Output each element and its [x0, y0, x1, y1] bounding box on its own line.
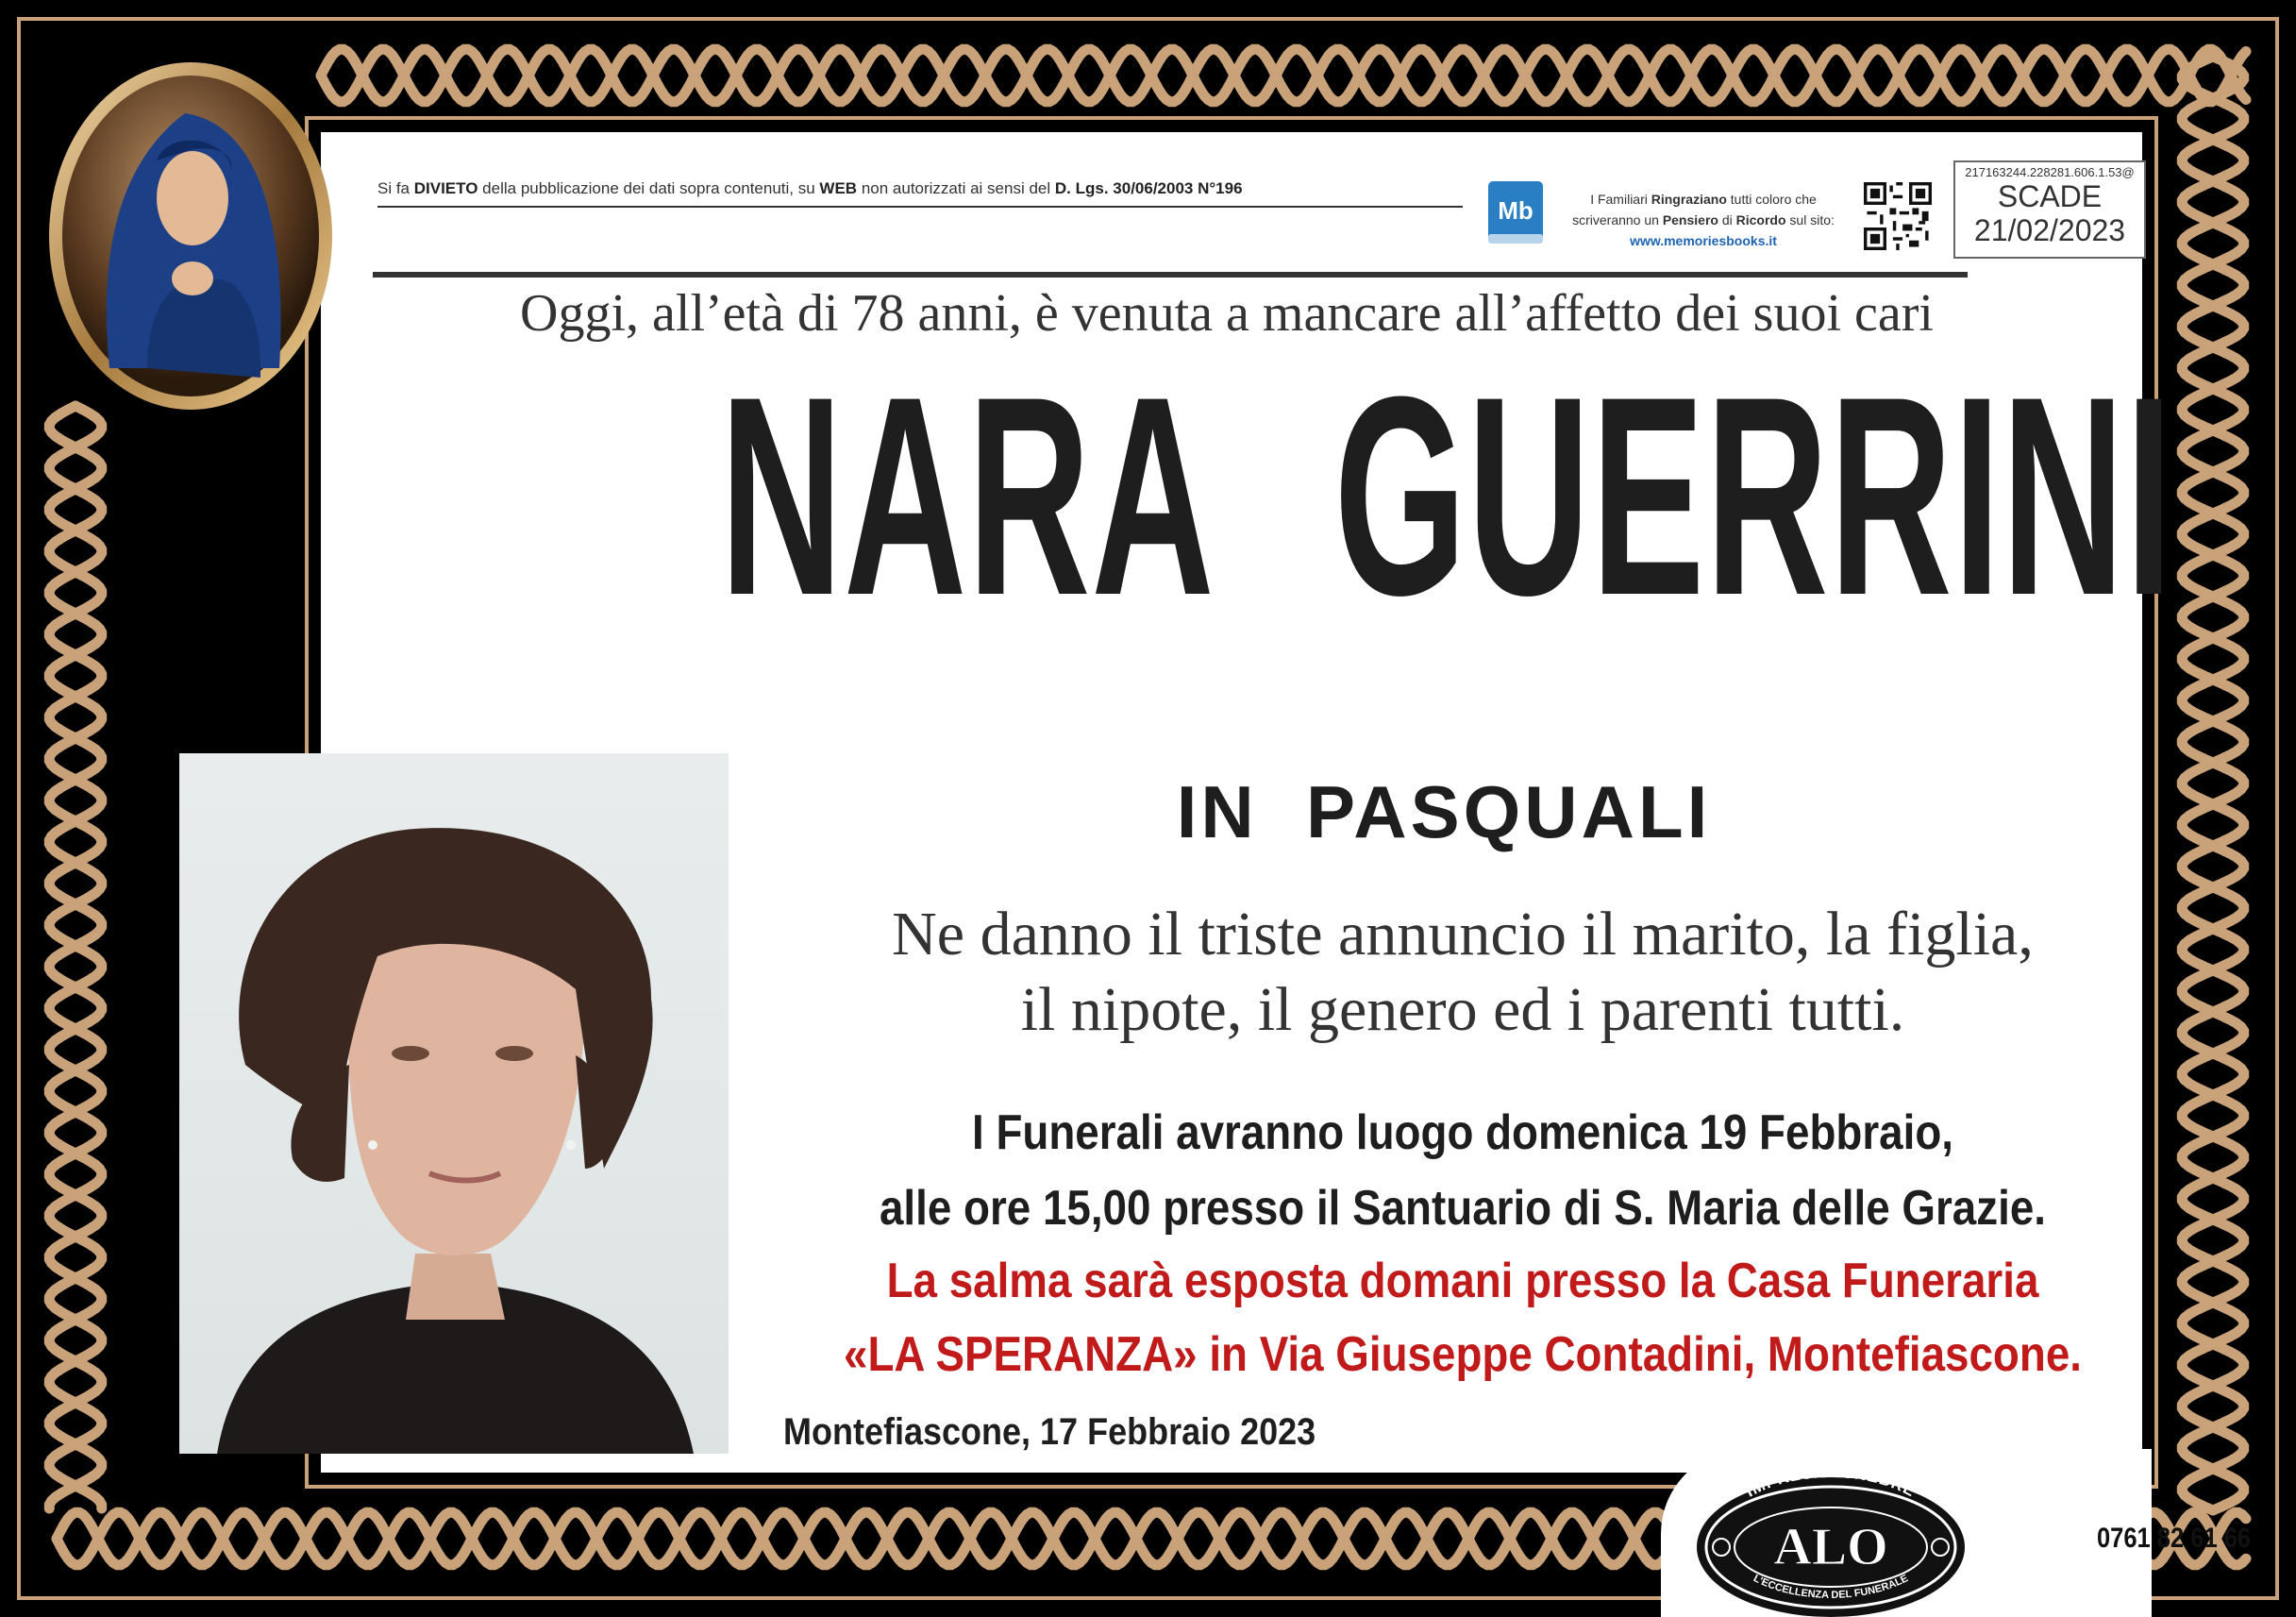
announcement-line-1: Ne danno il triste annuncio il marito, la figlia, [892, 900, 2034, 969]
memoriesbooks-book-icon [1486, 179, 1548, 247]
viewing-line-2: «LA SPERANZA» in Via Giuseppe Contadini, Montefiascone. [844, 1327, 2082, 1382]
memoriesbooks-url[interactable]: www.memoriesbooks.it [1630, 233, 1777, 248]
expiry-label: SCADE [1997, 179, 2103, 213]
funeral-line-2: alle ore 15,00 presso il Santuario di S. Maria delle Grazie. [879, 1181, 2047, 1236]
married-name: IN PASQUALI [1176, 770, 1712, 853]
funeral-home-logo-text: ALO [1773, 1518, 1888, 1576]
funeral-home-phone[interactable]: 0761 82 61 66 [2097, 1523, 2252, 1554]
funeral-home-logo [1689, 1466, 1972, 1617]
expiry-box [1953, 160, 2146, 259]
announcement-line-2: il nipote, il genero ed i parenti tutti. [1020, 975, 1905, 1044]
header-divider [373, 272, 1968, 278]
expiry-date: 21/02/2023 [1973, 213, 2126, 247]
funeral-line-1: I Funerali avranno luogo domenica 19 Febbraio, [972, 1105, 1953, 1160]
madonna-oval-image [43, 57, 338, 415]
privacy-disclaimer: Si fa DIVIETO della pubblicazione dei dati sopra contenuti, su WEB non autorizzati ai sensi del D. Lgs. 30/06/2003 N°196 [377, 179, 1463, 208]
last-name: GUERRINI [1333, 337, 2174, 654]
qr-code-icon[interactable] [1864, 182, 1932, 250]
funeral-home-top-text: IMPRESA FUNEBRE [1742, 1466, 1919, 1501]
intro-line: Oggi, all’età di 78 anni, è venuta a mancare all’affetto dei suoi cari [520, 284, 1934, 343]
expiry-code: 217163244.228281.606.1.53@ [1965, 165, 2135, 179]
viewing-details [755, 1244, 2170, 1391]
announcement [755, 897, 2170, 1048]
deceased-name [661, 337, 2174, 654]
place-and-date: Montefiascone, 17 Febbraio 2023 [783, 1411, 1316, 1453]
memoriesbooks-message: I Familiari Ringraziano tutti coloro che scriveranno un Pensiero di Ricordo sul sito: www.memoriesbooks.it [1557, 189, 1850, 251]
svg-text:Mb: Mb [1498, 196, 1533, 225]
first-name: NARA [720, 337, 1215, 654]
funeral-home-bottom-text: L'ECCELLENZA DEL FUNERALE [1751, 1573, 1911, 1601]
viewing-line-1: La salma sarà esposta domani presso la Casa Funeraria [886, 1254, 2039, 1308]
funeral-details [755, 1095, 2170, 1246]
deceased-portrait-photo [179, 753, 729, 1454]
